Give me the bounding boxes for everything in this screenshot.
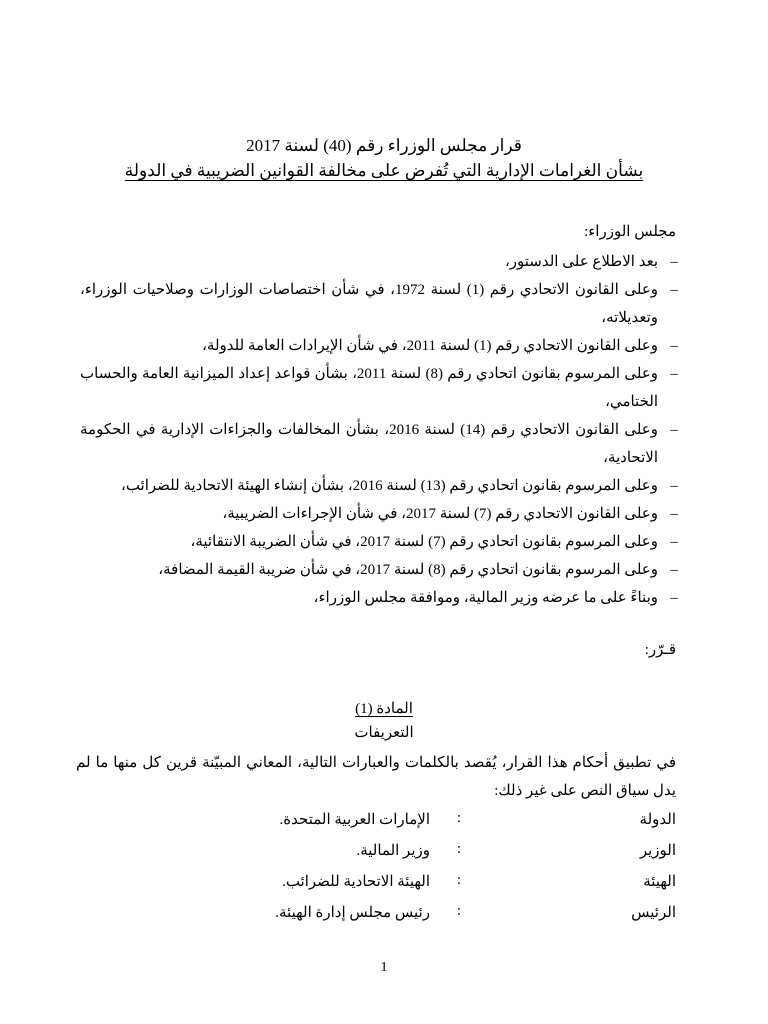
definition-value: وزير المالية. [356, 843, 430, 859]
article-heading: التعريفات [354, 725, 414, 741]
preamble-item: – وعلى القانون الاتحادي رقم (1) لسنة 2011، في شأن الإيرادات العامة للدولة، [80, 332, 676, 360]
definition-separator: : [456, 903, 461, 919]
bullet-dash: – [670, 534, 678, 550]
intro-line: مجلس الوزراء: [584, 224, 676, 240]
definition-separator: : [456, 810, 461, 826]
preamble-item: – وعلى القانون الاتحادي رقم (7) لسنة 2017، في شأن الإجراءات الضريبية، [80, 500, 676, 528]
definition-row [76, 903, 676, 934]
article-header [0, 697, 768, 745]
definition-separator: : [456, 841, 461, 857]
definitions-list [76, 810, 676, 934]
definition-row [76, 872, 676, 903]
decision-title: قرار مجلس الوزراء رقم (40) لسنة 2017 [246, 136, 522, 155]
page-number: 1 [380, 960, 388, 975]
decided-line: قـرّر: [644, 642, 676, 658]
title-block [0, 133, 768, 183]
definition-value: رئيس مجلس إدارة الهيئة. [275, 905, 430, 921]
definition-row [76, 841, 676, 872]
preamble-item: – وعلى القانون الاتحادي رقم (14) لسنة 2016، بشأن المخالفات والجزاءات الإدارية في الحكومة الاتحادية، [80, 416, 676, 472]
definition-term: الوزير [639, 843, 676, 859]
preamble-list [80, 248, 676, 612]
bullet-dash: – [670, 478, 678, 494]
bullet-dash: – [670, 366, 678, 382]
preamble-item: – وعلى القانون الاتحادي رقم (1) لسنة 1972، في شأن اختصاصات الوزارات وصلاحيات الوزراء، وتعديلاته، [80, 276, 676, 332]
bullet-dash: – [670, 282, 678, 298]
bullet-dash: – [670, 338, 678, 354]
definition-term: الدولة [639, 812, 676, 828]
definition-value: الإمارات العربية المتحدة. [279, 812, 430, 828]
definition-row [76, 810, 676, 841]
preamble-item: – وعلى المرسوم بقانون اتحادي رقم (7) لسنة 2017، في شأن الضريبة الانتقائية، [80, 528, 676, 556]
preamble-item: – بعد الاطلاع على الدستور، [80, 248, 676, 276]
preamble-item: – وعلى المرسوم بقانون اتحادي رقم (8) لسنة 2017، في شأن ضريبة القيمة المضافة، [80, 556, 676, 584]
preamble-item: – وعلى المرسوم بقانون اتحادي رقم (13) لسنة 2016، بشأن إنشاء الهيئة الاتحادية للضرائب، [80, 472, 676, 500]
definition-term: الهيئة [643, 874, 676, 890]
bullet-dash: – [670, 422, 678, 438]
definition-value: الهيئة الاتحادية للضرائب. [282, 874, 430, 890]
bullet-dash: – [670, 254, 678, 270]
bullet-dash: – [670, 506, 678, 522]
decision-subtitle: بشأن الغرامات الإدارية التي تُفرض على مخالفة القوانين الضريبية في الدولة [124, 161, 644, 180]
bullet-dash: – [670, 562, 678, 578]
article-number: المادة (1) [355, 701, 413, 717]
preamble-item: – وعلى المرسوم بقانون اتحادي رقم (8) لسنة 2011، بشأن قواعد إعداد الميزانية العامة والحساب الختامي، [80, 360, 676, 416]
definition-separator: : [456, 872, 461, 888]
bullet-dash: – [670, 590, 678, 606]
preamble-item: – وبناءً على ما عرضه وزير المالية، وموافقة مجلس الوزراء، [80, 584, 676, 612]
definition-term: الرئيس [631, 905, 676, 921]
article-paragraph: في تطبيق أحكام هذا القرار، يُقصد بالكلمات والعبارات التالية، المعاني المبيّنة قرين كل منها ما لم يدل سياق النص على غير ذلك: [76, 755, 676, 799]
